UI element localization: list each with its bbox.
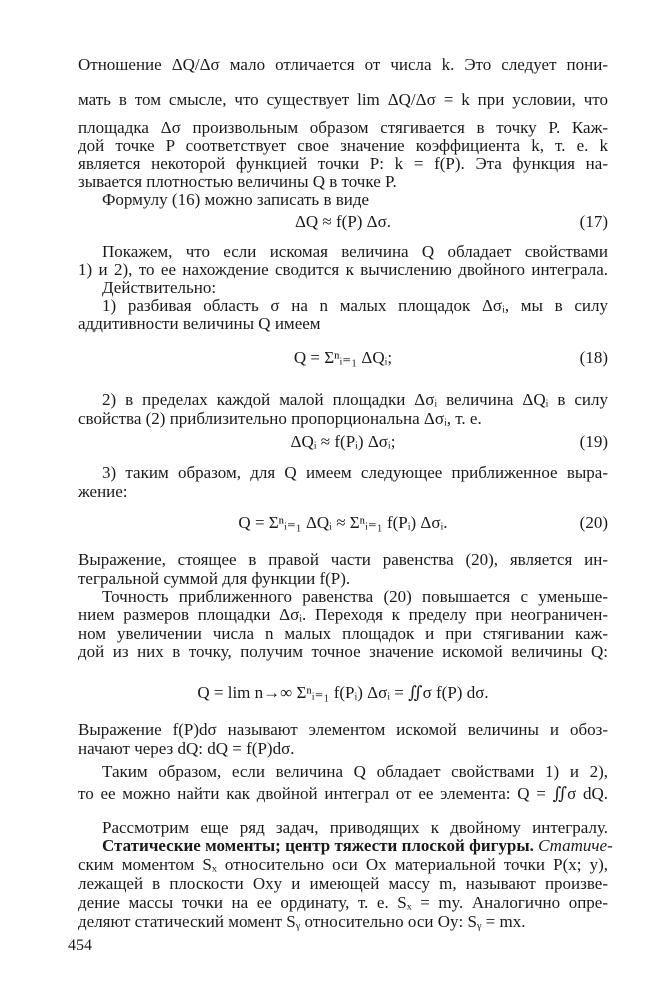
equation-formula: ΔQ ≈ f(P) Δσ. — [294, 212, 392, 231]
text-line: Рассмотрим еще ряд задач, приводящих к двойному интегралу. — [102, 818, 608, 837]
text-fragment: Статиче- — [538, 836, 613, 855]
equation-20 — [78, 513, 608, 553]
text-line: 3) таким образом, для Q имеем следующее приближенное выра- — [102, 463, 608, 482]
equation-formula: Q = Σⁿᵢ₌₁ ΔQᵢ ≈ Σⁿᵢ₌₁ f(Pᵢ) Δσᵢ. — [238, 513, 448, 532]
section-heading: Статические моменты; центр тяжести плоской фигуры. — [102, 836, 534, 855]
text-line: жение: — [78, 482, 128, 501]
equation-formula: ΔQᵢ ≈ f(Pᵢ) Δσᵢ; — [290, 432, 396, 451]
text-line: ским моментом Sₓ относительно оси Ox материальной точки P(x; y), — [78, 855, 608, 874]
text-line: 1) и 2), то ее нахождение сводится к вычислению двойного интеграла. — [78, 260, 608, 279]
equation-number: (17) — [579, 212, 608, 231]
text-line: деляют статический момент Sᵧ относительно оси Oy: Sᵧ = mx. — [78, 912, 526, 931]
text-line: Действительно: — [102, 278, 217, 297]
equation-limit — [78, 683, 608, 723]
text-line: тегральной суммой для функции f(P). — [78, 569, 351, 588]
equation-number: (19) — [579, 432, 608, 451]
equation-number: (20) — [579, 513, 608, 532]
text-line: дой точке P соответствует свое значение коэффициента k, т. е. k — [78, 136, 608, 155]
text-line: дой из них в точку, получим точное значение искомой величины Q: — [78, 642, 608, 661]
text-line: дение массы точки на ее ординату, т. е. Sₓ = my. Аналогично опре- — [78, 893, 608, 912]
text-line: 1) разбивая область σ на n малых площадок Δσᵢ, мы в силу — [102, 296, 608, 315]
equation-18 — [78, 348, 608, 388]
text-line: мать в том смысле, что существует lim ΔQ/Δσ = k при условии, что — [78, 90, 608, 109]
text-line: аддитивности величины Q имеем — [78, 314, 321, 333]
text-line: лежащей в плоскости Oxy и имеющей массу m, называют произве- — [78, 874, 608, 893]
text-line: зывается плотностью величины Q в точке P. — [78, 172, 397, 191]
text-line: Формулу (16) можно записать в виде — [102, 190, 370, 209]
text-line: является некоторой функцией точки P: k = f(P). Эта функция на- — [78, 154, 608, 173]
text-line: Отношение ΔQ/Δσ мало отличается от числа k. Это следует пони- — [78, 55, 608, 74]
text-line: 2) в пределах каждой малой площадки Δσᵢ величина ΔQᵢ в силу — [102, 390, 608, 409]
text-line: Таким образом, если величина Q обладает свойствами 1) и 2), — [102, 762, 608, 781]
text-line: ном увеличении числа n малых площадок и при стягивании каж- — [78, 624, 608, 643]
text-line: площадка Δσ произвольным образом стягивается в точку P. Каж- — [78, 118, 608, 137]
equation-number: (18) — [579, 348, 608, 367]
text-line: Точность приближенного равенства (20) повышается с уменьше- — [102, 587, 608, 606]
text-line: Выражение f(P)dσ называют элементом искомой величины и обоз- — [78, 720, 608, 739]
text-line: Выражение, стоящее в правой части равенства (20), является ин- — [78, 550, 608, 569]
equation-formula: Q = Σⁿᵢ₌₁ ΔQᵢ; — [293, 348, 393, 367]
text-line — [102, 836, 613, 856]
text-line: нием размеров площадки Δσᵢ. Переходя к пределу при неограничен- — [78, 605, 608, 624]
text-line: начают через dQ: dQ = f(P)dσ. — [78, 739, 295, 758]
page-number: 454 — [68, 937, 92, 954]
equation-formula: Q = lim n→∞ Σⁿᵢ₌₁ f(Pᵢ) Δσᵢ = ∬σ f(P) dσ. — [197, 683, 489, 702]
text-line: то ее можно найти как двойной интеграл от ее элемента: Q = ∬σ dQ. — [78, 784, 608, 803]
text-line: свойства (2) приблизительно пропорциональна Δσᵢ, т. е. — [78, 409, 482, 428]
text-line: Покажем, что если искомая величина Q обладает свойствами — [102, 242, 608, 261]
